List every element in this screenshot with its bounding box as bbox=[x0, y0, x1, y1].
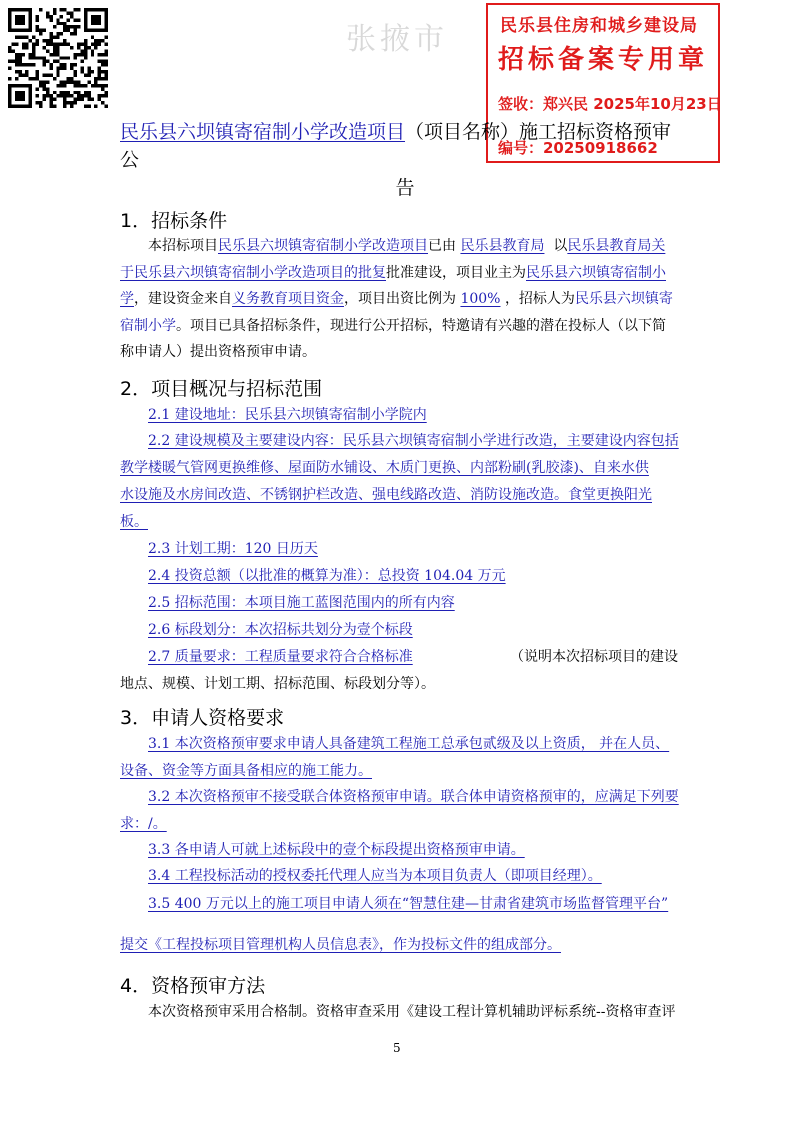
approver: 民乐县教育局 bbox=[460, 238, 545, 254]
section-1-paragraph bbox=[120, 233, 675, 366]
text: ，招标人为 bbox=[504, 291, 575, 307]
item-2-2-line4: 板。 bbox=[120, 514, 148, 530]
item-2-6: 2.6 标段划分：本次招标共划分为壹个标段 bbox=[148, 622, 413, 638]
stamp-signature: 签收：郑兴民 2025年10月23日 bbox=[498, 95, 722, 113]
item-2-5: 2.5 招标范围：本项目施工蓝图范围内的所有内容 bbox=[148, 595, 455, 611]
title-text: （项目名称）施工招标资格预审公 bbox=[120, 121, 672, 171]
text: ，建设资金来自 bbox=[134, 291, 232, 307]
section-4-paragraph: 本次资格预审采用合格制。资格审查采用《建设工程计算机辅助评标系统--资格审查评 bbox=[148, 1004, 676, 1020]
text: ，项目出资比例为 bbox=[344, 291, 456, 307]
text: 以 bbox=[553, 238, 568, 254]
qr-code bbox=[8, 8, 108, 108]
stamp-title: 招标备案专用章 bbox=[498, 45, 709, 75]
stamp-issuer: 民乐县住房和城乡建设局 bbox=[500, 16, 698, 36]
title-project-name: 民乐县六坝镇寄宿制小学改造项目 bbox=[120, 121, 406, 143]
text: 。项目已具备招标条件，现进行公开招标，特邀请有兴趣的潜在投标人（以下简称申请人）提出资格预审申请。 bbox=[120, 317, 666, 360]
tenderer: 民乐县六坝镇寄宿制小学 bbox=[120, 291, 673, 334]
project-name: 民乐县六坝镇寄宿制小学改造项目 bbox=[218, 238, 428, 254]
item-3-5-line2: 提交《工程投标项目管理机构人员信息表》，作为投标文件的组成部分。 bbox=[120, 937, 561, 953]
item-3-2-line2: 求：/。 bbox=[120, 816, 167, 832]
item-2-3: 2.3 计划工期：120 日历天 bbox=[148, 541, 318, 557]
investment-ratio: 100% bbox=[460, 291, 501, 307]
item-3-3: 3.3 各申请人可就上述标段中的壹个标段提出资格预审申请。 bbox=[148, 842, 525, 858]
item-2-4: 2.4 投资总额（以批准的概算为准）：总投资 104.04 万元 bbox=[148, 568, 506, 584]
item-3-1-line1: 3.1 本次资格预审要求申请人具备建筑工程施工总承包贰级及以上资质， 并在人员、 bbox=[148, 736, 670, 752]
item-2-2-line1: 2.2 建设规模及主要建设内容：民乐县六坝镇寄宿制小学进行改造，主要建设内容包括 bbox=[148, 433, 679, 449]
stamp-number: 编号：20250918662 bbox=[498, 139, 658, 157]
watermark: 张掖市 bbox=[346, 22, 448, 57]
page-title bbox=[120, 118, 680, 202]
section-4-heading: 4．资格预审方法 bbox=[120, 975, 266, 997]
item-2-2-line3: 水设施及水房间改造、不锈钢护栏改造、强电线路改造、消防设施改造。食堂更换阳光 bbox=[120, 487, 652, 503]
title-text-end: 告 bbox=[395, 177, 415, 199]
section-2-heading: 2．项目概况与招标范围 bbox=[120, 378, 323, 400]
item-3-4: 3.4 工程投标活动的授权委托代理人应当为本项目负责人（即项目经理）。 bbox=[148, 868, 602, 884]
fund-source: 义务教育项目资金 bbox=[232, 291, 344, 307]
text: 批准建设，项目业主为 bbox=[386, 264, 526, 281]
approval-document: 民乐县教育局关于民乐县六坝镇寄宿制小学改造项目的批复 bbox=[120, 238, 666, 281]
project-owner: 民乐县六坝镇寄宿制小学 bbox=[120, 264, 666, 307]
item-2-2-line2: 教学楼暖气管网更换维修、屋面防水铺设、木质门更换、内部粉刷(乳胶漆)、自来水供 bbox=[120, 460, 649, 476]
text: 本招标项目 bbox=[148, 238, 218, 254]
section-3-heading: 3．申请人资格要求 bbox=[120, 707, 285, 729]
item-3-1-line2: 设备、资金等方面具备相应的施工能力。 bbox=[120, 763, 372, 779]
section-1-heading: 1．招标条件 bbox=[120, 210, 228, 232]
item-2-7-note-cont: 地点、规模、计划工期、招标范围、标段划分等）。 bbox=[120, 676, 435, 692]
item-2-7-note: （说明本次招标项目的建设 bbox=[510, 649, 678, 665]
item-3-5-line1: 3.5 400 万元以上的施工项目申请人须在“智慧住建—甘肃省建筑市场监督管理平台” bbox=[148, 896, 669, 912]
item-2-7: 2.7 质量要求：工程质量要求符合合格标准 bbox=[148, 649, 413, 665]
text: 已由 bbox=[428, 238, 456, 254]
item-2-1: 2.1 建设地址：民乐县六坝镇寄宿制小学院内 bbox=[148, 407, 427, 423]
page-number: 5 bbox=[393, 1041, 401, 1055]
item-3-2-line1: 3.2 本次资格预审不接受联合体资格预审申请。联合体申请资格预审的，应满足下列要 bbox=[148, 789, 679, 805]
